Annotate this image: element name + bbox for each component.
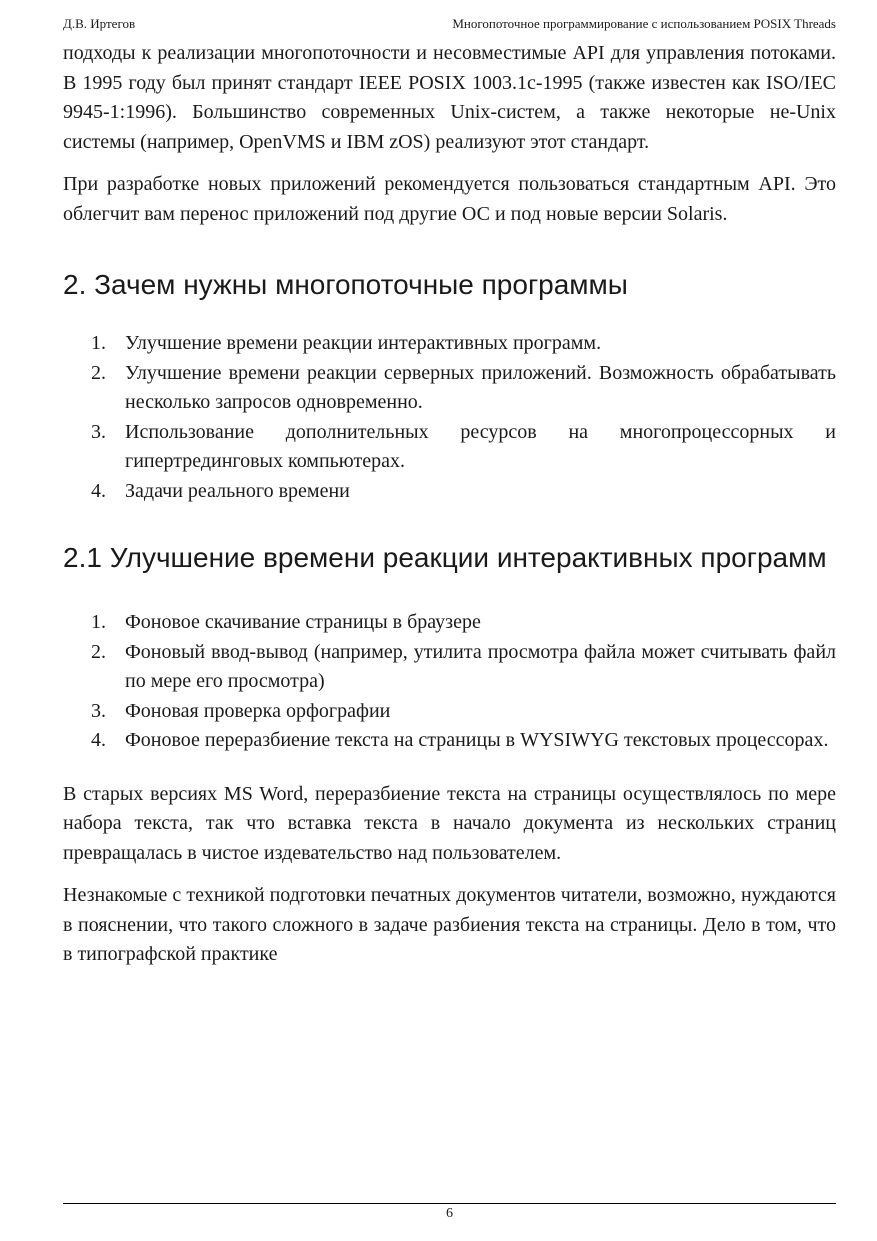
paragraph-typography: Незнакомые с техникой подготовки печатных документов читатели, возможно, нуждаются в пояснении, что такого сложного в задаче разбиения текста на страницы. Дело в том, что в типографской практике (63, 884, 836, 965)
paragraph-ms-word: В старых версиях MS Word, переразбиение текста на страницы осуществлялось по мере набора текста, так что вставка текста в начало документа из нескольких страниц превращалась в чистое издевательство над пользователем. (63, 782, 836, 864)
list-number: 2. (91, 361, 106, 384)
list-number: 2. (91, 640, 106, 663)
section-2-1-heading: 2.1 Улучшение времени реакции интерактивных программ (63, 542, 827, 573)
document-page (63, 0, 836, 1241)
list-text: Улучшение времени реакции серверных приложений. Возможность обрабатывать несколько запросов одновременно. (125, 361, 836, 413)
list-item (63, 329, 836, 359)
list-item (63, 359, 836, 418)
list-text: Фоновое переразбиение текста на страницы в WYSIWYG текстовых процессорах. (125, 729, 829, 751)
list-item (63, 418, 836, 477)
header-author: Д.В. Иртегов (63, 16, 136, 31)
header-title: Многопоточное программирование с использованием POSIX Threads (452, 16, 836, 31)
page-header (63, 16, 836, 32)
list-text: Фоновая проверка орфографии (125, 699, 391, 722)
list-text: Использование дополнительных ресурсов на многопроцессорных и гипертрединговых компьютерах. (125, 420, 836, 472)
footer-divider (63, 1203, 836, 1204)
paragraph-posix-standard: подходы к реализации многопоточности и несовместимые API для управления потоками. В 1995 году был принят стандарт IEEE POSIX 1003.1c-1995 (также известен как ISO/IEC 9945-1:1996). Большинство современных Unix-систем, а также некоторые не-Unix системы (например, OpenVMS и IBM zOS) реализуют этот стандарт. (63, 42, 836, 153)
list-number: 3. (91, 699, 106, 722)
section-2-heading: 2. Зачем нужны многопоточные программы (63, 269, 628, 300)
list-number: 4. (91, 479, 106, 502)
list-number: 1. (91, 332, 106, 354)
paragraph-recommendation: При разработке новых приложений рекомендуется пользоваться стандартным API. Это облегчит вам перенос приложений под другие ОС и под новые версии Solaris. (63, 173, 836, 225)
list-number: 4. (91, 729, 106, 751)
list-item (63, 726, 836, 756)
list-text: Улучшение времени реакции интерактивных программ. (125, 332, 602, 354)
page-number: 6 (446, 1206, 453, 1221)
page-content (63, 39, 836, 970)
list-text: Задачи реального времени (125, 479, 350, 502)
list-number: 3. (91, 420, 106, 443)
list-number: 1. (91, 611, 106, 633)
section-2-list (63, 329, 836, 506)
list-item (63, 608, 836, 638)
section-2-1-list (63, 608, 836, 756)
list-item (63, 638, 836, 697)
list-text: Фоновое скачивание страницы в браузере (125, 611, 481, 633)
list-item (63, 477, 836, 507)
list-text: Фоновый ввод-вывод (например, утилита просмотра файла может считывать файл по мере его просмотра) (125, 640, 836, 692)
list-item (63, 697, 836, 727)
